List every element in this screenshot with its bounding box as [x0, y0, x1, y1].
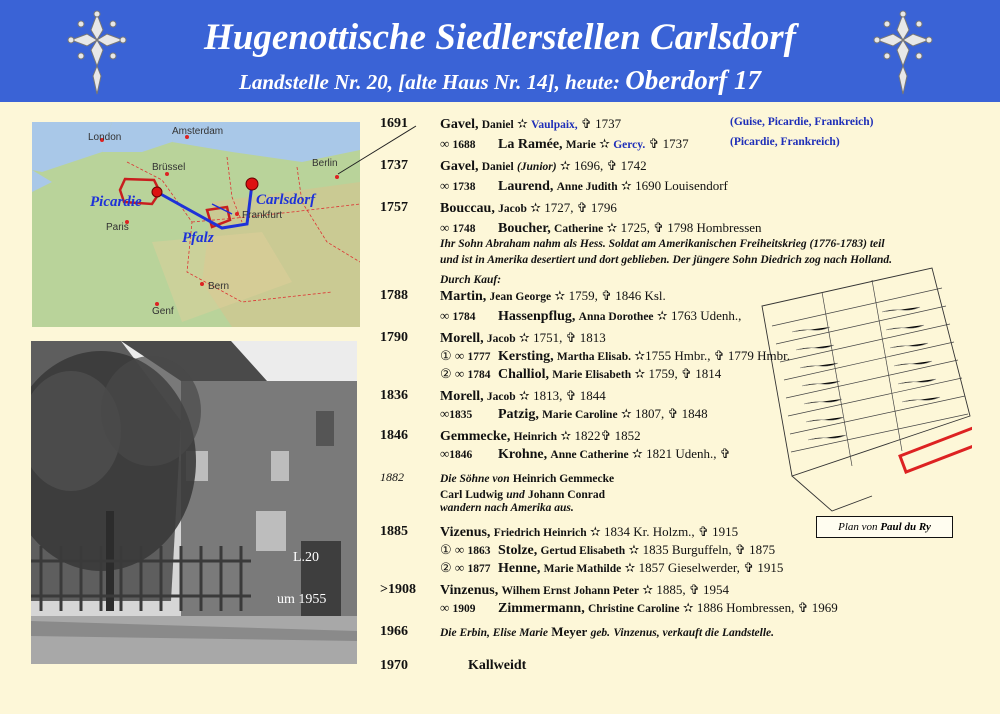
firstname: Anne Judith [556, 181, 618, 193]
birth-star-icon: ✫ [606, 220, 618, 235]
surname: Henne, [498, 561, 541, 576]
firstname: Martha Elisab. [556, 351, 631, 363]
firstname: Daniel [481, 119, 514, 131]
death: 1852 [614, 428, 641, 443]
note-text: Die Erbin, Elise Marie [440, 627, 548, 639]
marriage-icon: ∞ [440, 406, 450, 421]
plan-caption-prefix: Plan von [838, 521, 878, 533]
birth-star-icon: ✫ [631, 446, 643, 461]
entry-year: 1737 [380, 158, 408, 173]
marriage-icon: ∞ [454, 542, 465, 557]
entry-year: 1966 [380, 624, 408, 639]
surname: Laurend, [498, 179, 554, 194]
firstname: Jean George [489, 291, 552, 303]
marriage-year: 1784 [452, 311, 476, 323]
huguenot-cross-icon-left [67, 10, 127, 96]
death-cross-icon: ✞ [713, 348, 725, 363]
surname: Bouccau, [440, 201, 495, 216]
death-cross-icon: ✞ [667, 406, 679, 421]
firstname: Jacob [486, 391, 516, 403]
firstname: Anna Dorothee [578, 311, 654, 323]
second-marriage-icon: ② [440, 366, 452, 381]
birth: 1834 Kr. Holzm., [604, 524, 695, 539]
marriage-year: 1777 [467, 351, 491, 363]
surname: La Ramée, [498, 137, 563, 152]
firstname: Marie [565, 139, 596, 151]
map-label-frankfurt: Frankfurt [242, 210, 283, 221]
birth-star-icon: ✫ [518, 388, 530, 403]
map-label-carlsdorf: Carlsdorf [256, 192, 316, 208]
surname: Martin, [440, 289, 487, 304]
marriage-year: 1909 [452, 603, 476, 615]
firstname: Marie Mathilde [543, 563, 622, 575]
birth: 1727, [544, 200, 574, 215]
note-text: geb. [590, 627, 611, 639]
birth-star-icon: ✫ [589, 524, 601, 539]
entry-year: 1757 [380, 200, 408, 215]
death-cross-icon: ✞ [697, 524, 709, 539]
marriage-icon: ∞ [440, 136, 450, 151]
map-label-picardie: Picardie [90, 194, 142, 210]
entry-year: >1908 [380, 582, 416, 597]
birth: 1822 [574, 428, 601, 443]
surname: Hassenpflug, [498, 309, 576, 324]
death-cross-icon: ✞ [681, 366, 692, 381]
surname: Gavel, [440, 117, 479, 132]
marriage-year: 1784 [467, 369, 491, 381]
map-label-paris: Paris [106, 222, 129, 233]
birth-star-icon: ✫ [624, 560, 636, 575]
death-cross-icon: ✞ [606, 158, 618, 173]
birth: 1759, [648, 366, 678, 381]
marriage-icon: ∞ [440, 220, 450, 235]
note-name: Heinrich Gemmecke [512, 473, 615, 485]
subtitle-place: Oberdorf 17 [625, 65, 761, 95]
death: 1844 [579, 388, 606, 403]
firstname: Marie Elisabeth [552, 369, 632, 381]
entry-note: Ihr Sohn Abraham nahm als Hess. Soldat am Amerikanischen Freiheitskrieg (1776-1783) teil [440, 238, 885, 250]
birth-star-icon: ✫ [554, 288, 566, 303]
marriage-year: 1688 [452, 139, 476, 151]
house-photo [31, 341, 357, 664]
birth: 1751, [533, 330, 563, 345]
birth-star-icon: ✫ [516, 116, 528, 131]
route-map [32, 122, 360, 327]
death-cross-icon: ✞ [600, 428, 612, 443]
death-cross-icon: ✞ [719, 446, 731, 461]
death: 1814 [695, 366, 722, 381]
death-cross-icon: ✞ [688, 582, 700, 597]
page-subtitle [120, 66, 880, 96]
surname: Kallweidt [468, 658, 527, 673]
death: 1779 Hmbr. [727, 348, 791, 363]
marriage-icon: ∞ [440, 308, 450, 323]
birth-star-icon: ✫ [642, 582, 654, 597]
firstname: Friedrich Heinrich [493, 527, 587, 539]
marriage-year: 1846 [449, 449, 473, 461]
birth: 1763 Udenh., [670, 308, 742, 323]
marriage-icon: ∞ [440, 178, 450, 193]
death: 1875 [749, 542, 776, 557]
birth-star-icon: ✫ [599, 136, 610, 151]
region: (Guise, Picardie, Frankreich) [730, 116, 874, 128]
entry-year: 1788 [380, 288, 408, 303]
marriage-icon: ∞ [454, 560, 465, 575]
birth-star-icon: ✫ [530, 200, 541, 215]
note-name: Meyer [551, 624, 588, 639]
note-text: Die Söhne von [440, 473, 510, 485]
note-text: und [506, 489, 525, 501]
marriage-icon: ∞ [454, 366, 465, 381]
marriage-year: 1738 [452, 181, 476, 193]
photo-label-number: L.20 [293, 550, 320, 565]
death: 1954 [703, 582, 729, 597]
marriage-icon: ∞ [454, 348, 465, 363]
surname: Morell, [440, 389, 484, 404]
birthplace: Gercy. [613, 139, 646, 151]
entry-year: 1691 [380, 116, 408, 131]
birth-star-icon: ✫ [634, 366, 646, 381]
birth-star-icon: ✫ [560, 428, 572, 443]
firstname: Jacob [498, 203, 527, 215]
death-cross-icon: ✞ [576, 200, 588, 215]
marriage-year: 1863 [467, 545, 491, 557]
surname: Gemmecke, [440, 429, 511, 444]
entry-year: 1836 [380, 388, 408, 403]
death: 1737 [595, 116, 622, 131]
firstname: Heinrich [513, 431, 558, 443]
death-cross-icon: ✞ [580, 116, 592, 131]
first-marriage-icon: ① [440, 348, 452, 363]
firstname: Daniel [481, 161, 514, 173]
death-cross-icon: ✞ [734, 542, 746, 557]
birth-star-icon: ✫ [628, 542, 640, 557]
birth: 1696, [573, 158, 604, 173]
subtitle-text: Landstelle Nr. 20, [alte Haus Nr. 14], heute: [239, 70, 626, 94]
page-title: Hugenottische Siedlerstellen Carlsdorf [203, 17, 797, 58]
firstname: Jacob [486, 333, 516, 345]
death: 1737 [662, 136, 689, 151]
birthplace: Vaulpaix, [531, 119, 578, 131]
death: 1915 [757, 560, 784, 575]
birth: 1807, [634, 406, 665, 421]
birth: 1886 Hombressen, [696, 600, 795, 615]
map-label-bern: Bern [208, 281, 230, 292]
death: 1969 [811, 600, 838, 615]
death: 1798 Hombressen [667, 220, 762, 235]
death-cross-icon: ✞ [648, 136, 660, 151]
note-text: wandern nach Amerika aus. [440, 502, 574, 514]
entry-note: und ist in Amerika desertiert und dort geblieben. Der jüngere Sohn Diedrich zog nach Holland. [440, 254, 892, 266]
map-label-london: London [88, 132, 122, 143]
death-cross-icon: ✞ [743, 560, 755, 575]
birth: 1813, [533, 388, 563, 403]
surname: Stolze, [498, 543, 538, 558]
birth: 1821 Udenh., [646, 446, 717, 461]
header-banner [0, 0, 1000, 102]
plan-caption [816, 516, 953, 538]
entry-year: 1885 [380, 524, 408, 539]
birth-star-icon: ✫ [656, 308, 668, 323]
firstname: Wilhem Ernst Johann Peter [501, 585, 639, 597]
birth-star-icon: ✫ [620, 406, 632, 421]
photo-label-year: um 1955 [277, 592, 327, 607]
region: (Picardie, Frankreich) [730, 136, 840, 148]
note-name: Carl Ludwig [440, 489, 503, 501]
marriage-icon: ∞ [440, 446, 450, 461]
surname: Vinzenus, [440, 583, 499, 598]
death: 1796 [590, 200, 617, 215]
firstname: Gertud Elisabeth [540, 545, 626, 557]
death-cross-icon: ✞ [653, 220, 665, 235]
first-marriage-icon: ① [440, 542, 452, 557]
surname: Vizenus, [440, 525, 491, 540]
note-text: Vinzenus, verkauft die Landstelle. [613, 627, 775, 639]
birth-star-icon: ✫ [634, 348, 646, 363]
marriage-year: 1877 [467, 563, 491, 575]
surname: Zimmermann, [498, 601, 585, 616]
surname: Krohne, [498, 447, 548, 462]
entry-year: 1790 [380, 330, 408, 345]
entry-year: 1970 [380, 658, 408, 673]
settlement-plan [752, 266, 972, 526]
birth-star-icon: ✫ [620, 178, 632, 193]
birth-star-icon: ✫ [682, 600, 694, 615]
death: 1742 [620, 158, 647, 173]
birth: 1835 Burguffeln, [642, 542, 732, 557]
death: 1915 [712, 524, 739, 539]
death-cross-icon: ✞ [601, 288, 612, 303]
map-label-bruessel: Brüssel [152, 162, 186, 173]
firstname: Marie Caroline [542, 409, 618, 421]
birth-star-icon: ✫ [559, 158, 571, 173]
plan-caption-name: Paul du Ry [880, 521, 931, 533]
death-cross-icon: ✞ [797, 600, 809, 615]
firstname: Anne Catherine [550, 449, 629, 461]
entry-year: 1846 [380, 428, 408, 443]
map-label-berlin: Berlin [312, 158, 338, 169]
birth: 1857 Gieselwerder, [638, 560, 740, 575]
surname: Gavel, [440, 159, 479, 174]
death-cross-icon: ✞ [565, 388, 577, 403]
marriage-year: 1748 [452, 223, 476, 235]
surname: Patzig, [498, 407, 539, 422]
entry-year: 1882 [380, 470, 404, 484]
surname: Challiol, [498, 367, 549, 382]
purchase-note: Durch Kauf: [440, 274, 502, 286]
death-cross-icon: ✞ [565, 330, 577, 345]
birth: 1690 Louisendorf [635, 178, 728, 193]
death: 1848 [681, 406, 708, 421]
suffix: (Junior) [516, 161, 557, 173]
firstname: Catherine [554, 223, 604, 235]
surname: Boucher, [498, 221, 551, 236]
marriage-icon: ∞ [440, 600, 450, 615]
marriage-year: 1835 [449, 409, 473, 421]
surname: Kersting, [498, 349, 554, 364]
note-name: Johann Conrad [528, 489, 606, 501]
birth: 1759, [568, 288, 598, 303]
firstname: Christine Caroline [587, 603, 680, 615]
second-marriage-icon: ② [440, 560, 452, 575]
birth: 1755 Hmbr., [645, 348, 711, 363]
birth-star-icon: ✫ [518, 330, 530, 345]
birth: 1725, [620, 220, 650, 235]
death: 1813 [579, 330, 606, 345]
surname: Morell, [440, 331, 484, 346]
huguenot-cross-icon-right [873, 10, 933, 96]
map-label-pfalz: Pfalz [182, 230, 214, 246]
birth: 1885, [656, 582, 686, 597]
map-label-genf: Genf [152, 306, 174, 317]
death: 1846 Ksl. [615, 288, 666, 303]
map-label-amsterdam: Amsterdam [172, 126, 224, 137]
